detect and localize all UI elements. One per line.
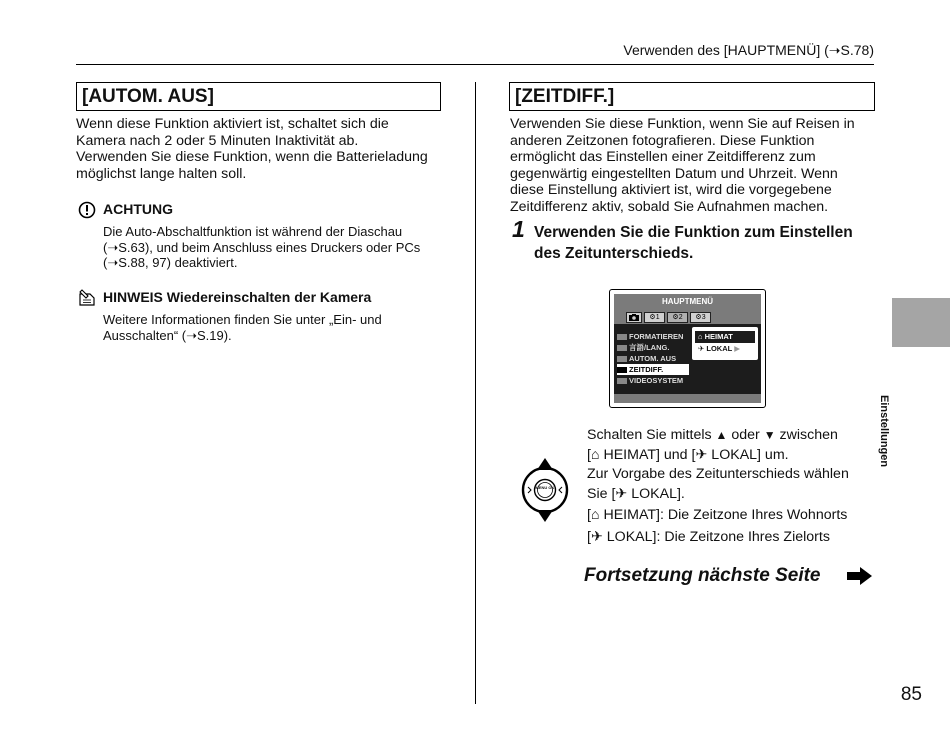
text-line: möglichst lange halten soll. (76, 165, 247, 182)
text-line: Zeitdifferenz aktiv, sobald Sie Aufnahmen machen. (510, 198, 829, 215)
menu-item-autom-aus: AUTOM. AUS (617, 353, 689, 364)
step-number: 1 (512, 216, 525, 242)
text-line: Kamera nach 2 oder 5 Minuten Inaktivität ab. (76, 132, 359, 149)
menu-item-zeitdiff: ZEITDIFF. (617, 364, 689, 375)
memo-icon (77, 288, 97, 308)
wrench-icon: ⚙ (649, 314, 656, 321)
airplane-icon: ✈ (698, 344, 705, 353)
camera-dpad-illustration (519, 457, 571, 523)
airplane-icon: ✈ (590, 528, 603, 545)
submenu-item-heimat: ⌂ HEIMAT (695, 331, 755, 343)
submenu-panel (692, 327, 758, 360)
airplane-icon: ✈ (695, 446, 708, 463)
instruction-block (587, 426, 877, 547)
step-text (534, 222, 879, 264)
column-divider (475, 82, 476, 704)
camera-menu-screen (614, 294, 761, 403)
page-header: Verwenden des [HAUPTMENÜ] (➝S.78) (623, 42, 874, 58)
up-arrow-icon (537, 458, 553, 470)
caution-text (103, 224, 453, 271)
text-line: Die Auto-Abschaltfunktion ist während der Diaschau (103, 224, 403, 239)
menu-item-icon (617, 367, 627, 373)
home-icon: ⌂ (590, 507, 600, 523)
menu-item-icon (617, 345, 627, 351)
text-line: Verwenden Sie diese Funktion, wenn Sie auf Reisen in (510, 116, 855, 132)
continue-next-page: Fortsetzung nächste Seite (584, 565, 821, 586)
text-line: ermöglicht das Einstellen einer Zeitdifferenz zum (510, 149, 816, 166)
text-line: (➝S.63), und beim Anschluss eines Druckers oder PCs (103, 239, 421, 255)
menu-item-videosystem: VIDEOSYSTEM (617, 375, 689, 386)
instruction-line: Zur Vorgabe des Zeitunterschieds wählen (587, 466, 849, 482)
instruction-line: Schalten Sie mittels ▲ oder ▼ zwischen (587, 427, 838, 443)
text-line: diese Einstellung aktiviert ist, wird die vorgegebene (510, 182, 832, 199)
tab-2: ⚙2 (667, 312, 688, 323)
note-text (103, 312, 453, 343)
zeitdiff-description (510, 116, 880, 216)
wrench-icon: ⚙ (695, 314, 702, 321)
screen-title: HAUPTMENÜ (661, 297, 714, 306)
menu-item-icon (617, 356, 627, 362)
home-icon: ⌂ (590, 446, 600, 463)
airplane-icon: ✈ (615, 485, 628, 502)
up-arrow-icon: ▲ (715, 428, 728, 442)
tab-3: ⚙3 (690, 312, 711, 323)
submenu-item-lokal: ✈ LOKAL ▶ (698, 344, 740, 353)
caution-icon (78, 201, 96, 219)
section-title-autom-aus: [AUTOM. AUS] (76, 82, 441, 111)
chevron-right-icon: ▶ (734, 344, 740, 353)
caution-heading: ACHTUNG (103, 201, 173, 217)
home-icon: ⌂ (698, 332, 703, 341)
page-number: 85 (900, 684, 922, 705)
instruction-line: Sie [✈ LOKAL]. (587, 485, 685, 502)
autom-aus-description (76, 116, 456, 182)
text-line: des Zeitunterschieds. (534, 245, 694, 262)
instruction-line: [⌂ HEIMAT]: Die Zeitzone Ihres Wohnorts (587, 507, 848, 523)
instruction-line: [⌂ HEIMAT] und [✈ LOKAL] um. (587, 446, 789, 463)
chapter-tab (892, 298, 950, 347)
menu-item-formatieren: FORMATIEREN (617, 331, 689, 342)
text-line: Wenn diese Funktion aktiviert ist, schaltet sich die (76, 116, 389, 132)
section-title-zeitdiff: [ZEITDIFF.] (509, 82, 875, 111)
camera-tab-icon (626, 312, 642, 323)
down-arrow-icon: ▼ (763, 428, 776, 442)
menu-item-lang: 言語/LANG. (617, 342, 689, 353)
tab-1: ⚙1 (644, 312, 665, 323)
text-line: (➝S.88, 97) deaktiviert. (103, 255, 238, 271)
right-arrow-icon (846, 566, 873, 586)
down-arrow-icon (537, 510, 553, 522)
wrench-icon: ⚙ (672, 314, 679, 321)
text-line: Weitere Informationen finden Sie unter „Ein- und (103, 312, 382, 327)
note-heading: HINWEIS Wiedereinschalten der Kamera (103, 289, 372, 305)
menu-item-icon (617, 334, 627, 340)
text-line: Verwenden Sie diese Funktion, wenn die Batterieladung (76, 149, 428, 166)
text-line: Ausschalten“ (➝S.19). (103, 327, 232, 343)
instruction-line: [✈ LOKAL]: Die Zeitzone Ihres Zielorts (587, 528, 830, 545)
menu-item-icon (617, 378, 627, 384)
header-divider (76, 64, 874, 65)
menu-ok-label: MENU OK (535, 485, 555, 490)
text-line: anderen Zeitzonen fotografieren. Diese Funktion (510, 132, 815, 149)
text-line: Verwenden Sie die Funktion zum Einstellen (534, 224, 853, 241)
text-line: gegenwärtig eingestellten Datum und Uhrzeit. Wenn (510, 165, 838, 182)
